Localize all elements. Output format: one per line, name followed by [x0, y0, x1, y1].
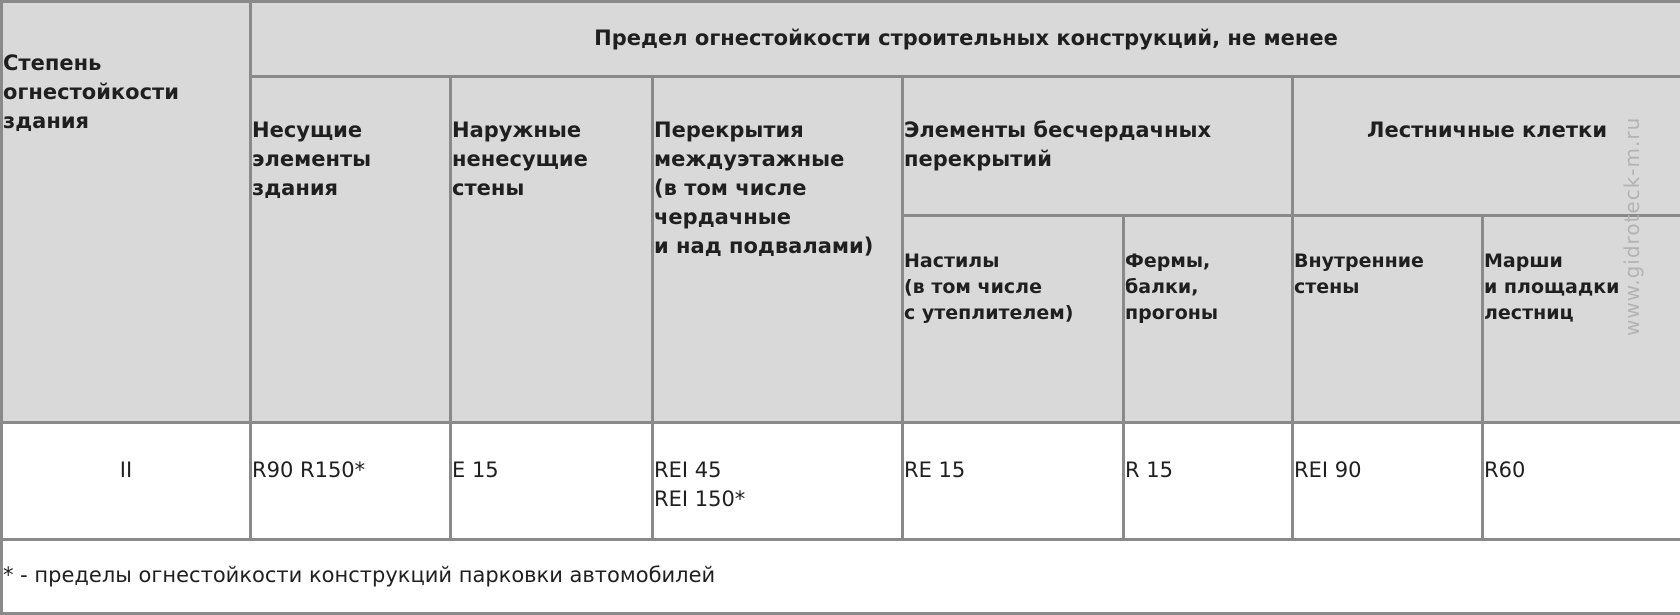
cell-decking	[903, 423, 1124, 540]
header-degree	[2, 2, 251, 423]
cell-flights-text: R60	[1484, 424, 1680, 485]
cell-trusses-text: R 15	[1125, 424, 1291, 485]
header-outer-walls-line: Наружные	[452, 116, 651, 145]
header-trusses	[1124, 216, 1293, 423]
table-row	[2, 423, 1680, 540]
header-attic-group-line: Элементы бесчердачных	[904, 116, 1291, 145]
cell-outer-walls	[451, 423, 653, 540]
header-decking	[903, 216, 1124, 423]
cell-load-bearing-text: R90 R150*	[252, 424, 449, 485]
header-floors-line: (в том числе	[654, 174, 901, 203]
cell-inner-walls	[1293, 423, 1483, 540]
header-floors-line: чердачные	[654, 203, 901, 232]
header-fire-limit-text: Предел огнестойкости строительных конструкций, не менее	[252, 3, 1680, 53]
header-floors	[653, 77, 903, 423]
watermark: www.gidroteck-m.ru	[1620, 56, 1650, 336]
footnote-cell	[2, 540, 1680, 614]
header-flights-line: и площадки	[1484, 274, 1680, 300]
header-outer-walls-line: ненесущие	[452, 145, 651, 174]
header-degree-line: Степень	[3, 49, 249, 78]
cell-floors-line: REI 150*	[654, 485, 901, 514]
header-decking-line: Настилы	[904, 248, 1122, 274]
cell-trusses	[1124, 423, 1293, 540]
header-inner-walls-line: Внутренние	[1294, 248, 1481, 274]
header-outer-walls-line: стены	[452, 174, 651, 203]
header-load-bearing-line: элементы	[252, 145, 449, 174]
header-flights	[1483, 216, 1680, 423]
footnote: * - пределы огнестойкости конструкций парковки автомобилей	[3, 541, 1680, 590]
cell-degree-text: II	[3, 424, 249, 485]
header-inner-walls	[1293, 216, 1483, 423]
cell-floors	[653, 423, 903, 540]
header-decking-line: с утеплителем)	[904, 300, 1122, 326]
header-flights-line: лестниц	[1484, 300, 1680, 326]
header-load-bearing-line: здания	[252, 174, 449, 203]
cell-degree	[2, 423, 251, 540]
header-degree-line: здания	[3, 107, 249, 136]
header-stair-group-text: Лестничные клетки	[1294, 78, 1680, 145]
cell-decking-text: RE 15	[904, 424, 1122, 485]
header-fire-limit	[251, 2, 1680, 77]
cell-inner-walls-text: REI 90	[1294, 424, 1481, 485]
header-flights-line: Марши	[1484, 248, 1680, 274]
header-load-bearing	[251, 77, 451, 423]
header-attic-group	[903, 77, 1293, 216]
header-floors-line: междуэтажные	[654, 145, 901, 174]
cell-load-bearing	[251, 423, 451, 540]
header-degree-line: огнестойкости	[3, 78, 249, 107]
header-load-bearing-line: Несущие	[252, 116, 449, 145]
cell-floors-line: REI 45	[654, 456, 901, 485]
header-trusses-line: балки,	[1125, 274, 1291, 300]
cell-outer-walls-text: E 15	[452, 424, 651, 485]
header-inner-walls-line: стены	[1294, 274, 1481, 300]
header-trusses-line: прогоны	[1125, 300, 1291, 326]
cell-flights	[1483, 423, 1680, 540]
header-decking-line: (в том числе	[904, 274, 1122, 300]
header-floors-line: и над подвалами)	[654, 232, 901, 261]
header-outer-walls	[451, 77, 653, 423]
header-attic-group-line: перекрытий	[904, 145, 1291, 174]
header-floors-line: Перекрытия	[654, 116, 901, 145]
header-trusses-line: Фермы,	[1125, 248, 1291, 274]
